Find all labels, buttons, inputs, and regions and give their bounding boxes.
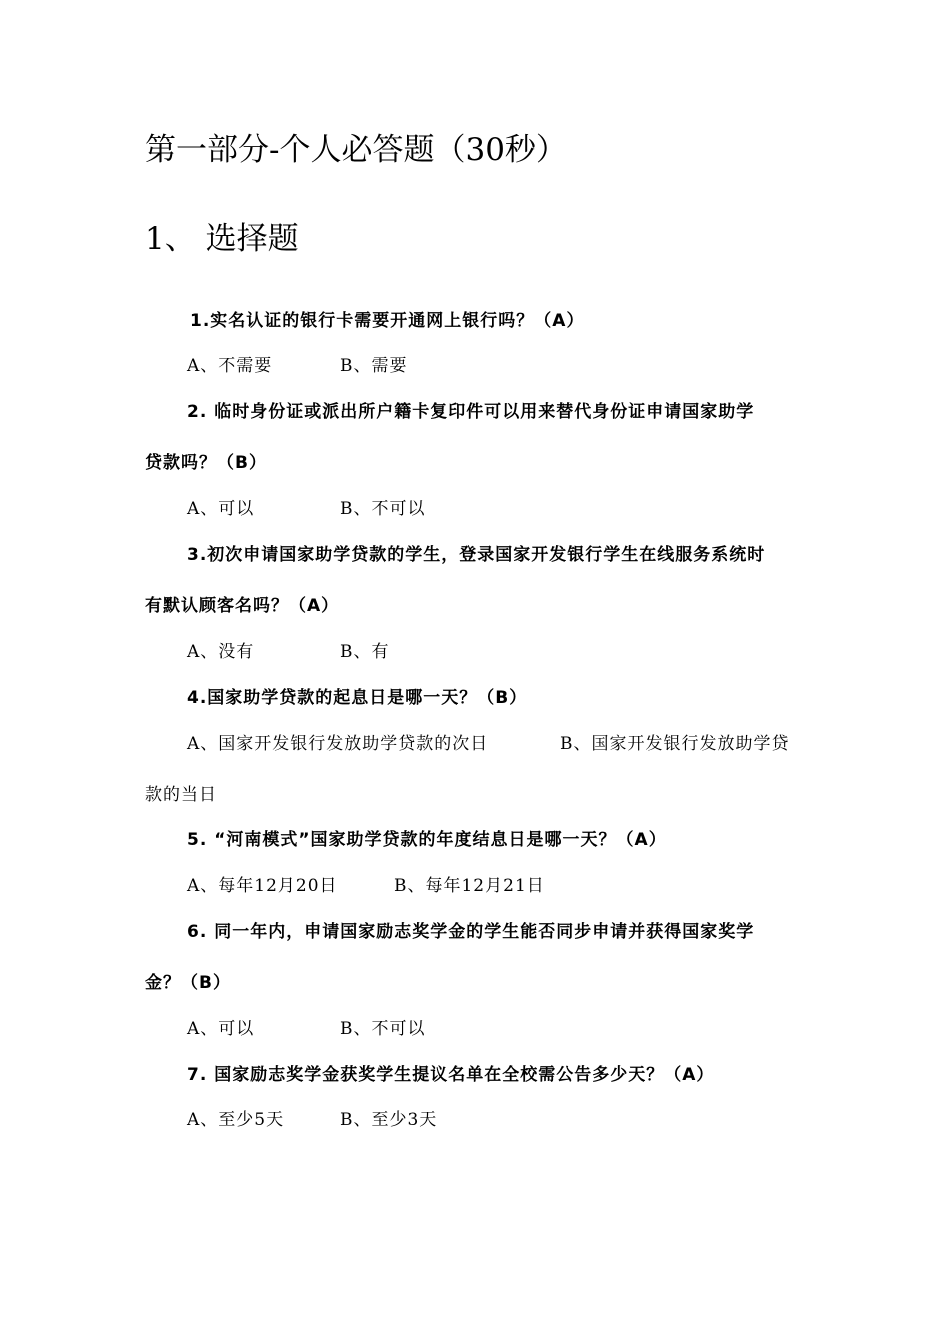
- question-2-option-b: B、不可以: [340, 499, 426, 519]
- page-title: 第一部分-个人必答题（30秒）: [145, 132, 567, 168]
- question-2-option-a: A、可以: [187, 499, 255, 519]
- question-4-option-b: B、国家开发银行发放助学贷: [560, 734, 790, 754]
- question-1-text: 1.实名认证的银行卡需要开通网上银行吗？（A）: [190, 311, 585, 331]
- question-4-text: 4.国家助学贷款的起息日是哪一天？（B）: [187, 688, 528, 708]
- section-heading: 1、 选择题: [145, 221, 299, 257]
- question-4-option-a: A、国家开发银行发放助学贷款的次日: [187, 734, 489, 754]
- question-6-option-b: B、不可以: [340, 1019, 426, 1039]
- question-6-option-a: A、可以: [187, 1019, 255, 1039]
- question-2-text-cont: 贷款吗？（B）: [145, 453, 267, 473]
- question-2-text: 2. 临时身份证或派出所户籍卡复印件可以用来替代身份证申请国家助学: [187, 402, 755, 422]
- question-5-option-a: A、每年12月20日: [187, 876, 338, 896]
- question-1-option-b: B、需要: [340, 356, 408, 376]
- question-7-option-a: A、至少5天: [187, 1110, 285, 1130]
- question-5-text: 5. “河南模式”国家助学贷款的年度结息日是哪一天？（A）: [187, 830, 667, 850]
- question-7-option-b: B、至少3天: [340, 1110, 438, 1130]
- question-4-option-b-cont: 款的当日: [145, 785, 217, 805]
- question-3-option-a: A、没有: [187, 642, 255, 662]
- question-5-option-b: B、每年12月21日: [394, 876, 545, 896]
- question-3-text-cont: 有默认顾客名吗？（A）: [145, 596, 340, 616]
- question-7-text: 7. 国家励志奖学金获奖学生提议名单在全校需公告多少天？（A）: [187, 1065, 715, 1085]
- question-3-option-b: B、有: [340, 642, 390, 662]
- question-3-text: 3.初次申请国家助学贷款的学生，登录国家开发银行学生在线服务系统时: [187, 545, 766, 565]
- question-1-option-a: A、不需要: [187, 356, 273, 376]
- question-6-text: 6. 同一年内，申请国家励志奖学金的学生能否同步申请并获得国家奖学: [187, 922, 755, 942]
- question-6-text-cont: 金？（B）: [145, 973, 231, 993]
